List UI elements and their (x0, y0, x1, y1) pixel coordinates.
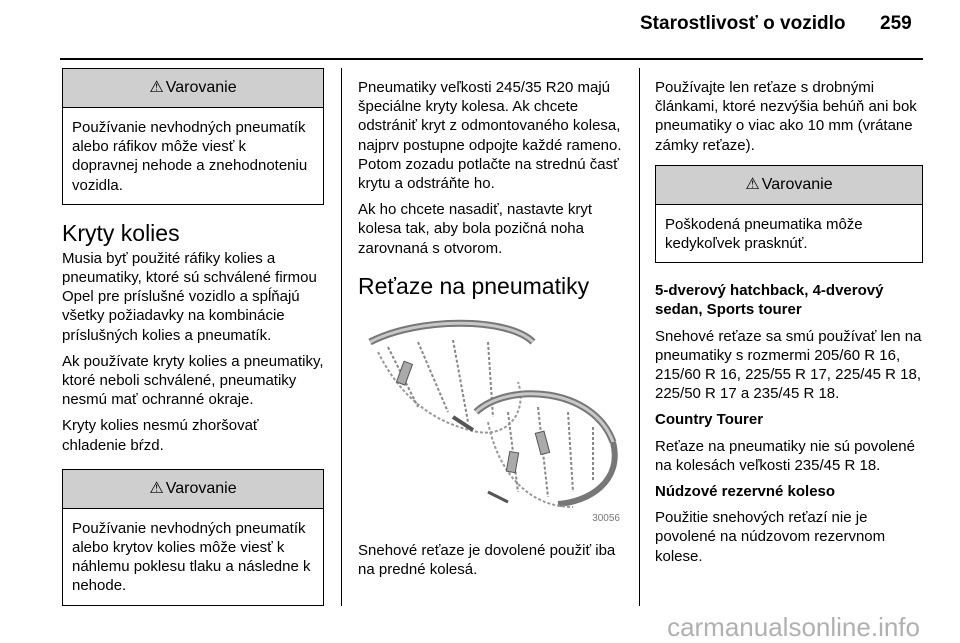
warning-header (63, 69, 323, 108)
figure-number: 30056 (592, 512, 620, 524)
section-title-snow-chains: Reťaze na pneumatiky (358, 272, 590, 299)
column-2 (358, 78, 624, 586)
warning-header (63, 470, 323, 509)
paragraph: Musia byť použité ráfiky kolies a pneumatiky, ktoré sú schválené firmou Opel pre príslušné vozidlo a spĺňajú všetky požiadavky na kombinácie príslušných kolies a pneumatík. (62, 249, 317, 344)
warning-title: Varovanie (165, 479, 237, 497)
paragraph: Snehové reťaze sa smú používať len na pneumatiky s rozmermi 205/60 R 16, 215/60 R 16, 225/55 R 17, 225/45 R 18, 225/50 R 17 a 235/45 R 18. (655, 327, 922, 403)
warning-header (656, 166, 922, 205)
subheading: Country Tourer (655, 411, 764, 429)
warning-box (62, 68, 324, 205)
warning-title: Varovanie (165, 79, 237, 96)
paragraph: Používajte len reťaze s drobnými článkami, ktoré nezvýšia behúň ani bok pneumatiky o viac ako 10 mm (vrátane zámky reťaze). (655, 79, 917, 154)
column-1 (62, 68, 324, 620)
paragraph: Ak používate kryty kolies a pneumatiky, ktoré neboli schválené, pneumatiky nesmú mať ochranné okraje. (62, 352, 324, 409)
warning-text: Používanie nevhodných pneumatík alebo krytov kolies môže viesť k náhlemu poklesu tlaku a následne k nehode. (72, 519, 311, 595)
warning-text: Používanie nevhodných pneumatík alebo ráfikov môže viesť k dopravnej nehode a znehodnoteniu vozidla. (72, 119, 308, 194)
warning-triangle-icon: ⚠ (149, 79, 164, 96)
figure-caption: Snehové reťaze je dovolené použiť iba na predné kolesá. (358, 541, 616, 579)
column-3 (655, 78, 923, 573)
warning-box (62, 469, 324, 606)
page-header-title: Starostlivosť o vozidlo (640, 13, 846, 34)
paragraph: Kryty kolies nesmú zhoršovať chladenie bŕzd. (62, 417, 259, 454)
column-divider (639, 68, 640, 606)
watermark: carmanualsonline.info (667, 612, 920, 642)
paragraph: Reťaze na pneumatiky nie sú povolené na kolesách veľkosti 235/45 R 18. (655, 437, 915, 474)
subheading: 5-dverový hatchback, 4-dverový sedan, Sports tourer (655, 282, 884, 319)
paragraph: Pneumatiky veľkosti 245/35 R20 majú špeciálne kryty kolesa. Ak chcete odstrániť kryt z odmontovaného kolesa, najprv postupne odpojte každé rameno. Potom zozadu potlačte na strednú časť krytu a odstráňte ho. (358, 79, 622, 193)
warning-title: Varovanie (761, 175, 833, 193)
warning-text: Poškodená pneumatika môže kedykoľvek prasknúť. (665, 215, 863, 253)
paragraph: Použitie snehových reťazí nie je povolené na núdzovom rezervnom kolese. (655, 509, 886, 565)
warning-box (655, 165, 923, 263)
page-number: 259 (880, 13, 912, 34)
header-rule (60, 58, 923, 60)
snow-chains-illustration (358, 312, 624, 527)
column-divider (341, 68, 342, 606)
paragraph: Ak ho chcete nasadiť, nastavte kryt kolesa tak, aby bola pozičná noha zarovnaná s otvorom. (358, 201, 593, 257)
subheading: Núdzové rezervné koleso (655, 483, 836, 501)
warning-triangle-icon: ⚠ (745, 175, 760, 193)
warning-triangle-icon: ⚠ (149, 479, 164, 497)
snow-chains-figure (358, 312, 624, 527)
section-title-wheel-covers: Kryty kolies (62, 219, 180, 246)
